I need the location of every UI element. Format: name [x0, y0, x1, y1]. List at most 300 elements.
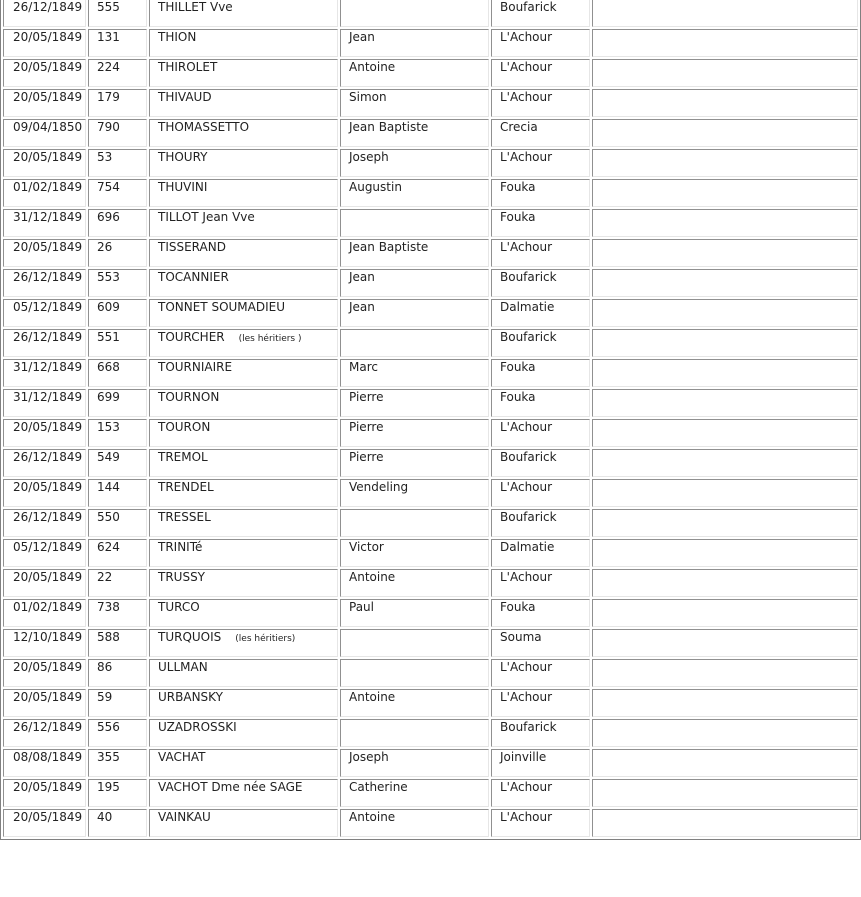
place-text: Boufarick: [500, 330, 557, 344]
table-row: [3, 149, 858, 177]
cell-num: [88, 659, 147, 687]
cell-first: [340, 599, 489, 627]
name-text: THUVINI: [158, 180, 208, 194]
cell-first: [340, 269, 489, 297]
date-text: 20/05/1849: [13, 150, 83, 164]
table-row: [3, 269, 858, 297]
cell-date: [3, 539, 86, 567]
date-text: 31/12/1849: [13, 210, 83, 224]
num-text: 754: [97, 180, 120, 194]
cell-extra: [592, 59, 858, 87]
cell-place: [491, 719, 590, 747]
cell-place: [491, 119, 590, 147]
num-text: 144: [97, 480, 120, 494]
num-text: 696: [97, 210, 120, 224]
cell-name: [149, 329, 338, 357]
cell-extra: [592, 329, 858, 357]
cell-num: [88, 209, 147, 237]
date-text: 26/12/1849: [13, 0, 83, 14]
num-text: 624: [97, 540, 120, 554]
name-text: THILLET Vve: [158, 0, 233, 14]
name-text: TRENDEL: [158, 480, 214, 494]
date-text: 20/05/1849: [13, 480, 83, 494]
cell-extra: [592, 629, 858, 657]
cell-place: [491, 419, 590, 447]
num-text: 131: [97, 30, 120, 44]
date-text: 20/05/1849: [13, 810, 83, 824]
date-text: 01/02/1849: [13, 180, 83, 194]
num-text: 668: [97, 360, 120, 374]
cell-place: [491, 329, 590, 357]
cell-first: [340, 779, 489, 807]
table-row: [3, 809, 858, 837]
num-text: 59: [97, 690, 113, 704]
cell-date: [3, 689, 86, 717]
num-text: 553: [97, 270, 120, 284]
place-text: Souma: [500, 630, 542, 644]
name-text: THIVAUD: [158, 90, 212, 104]
cell-num: [88, 239, 147, 267]
cell-name: [149, 149, 338, 177]
table-row: [3, 239, 858, 267]
table-row: [3, 179, 858, 207]
cell-name: [149, 719, 338, 747]
name-text: TOURON: [158, 420, 211, 434]
date-text: 05/12/1849: [13, 300, 83, 314]
cell-place: [491, 359, 590, 387]
name-text: THOMASSETTO: [158, 120, 250, 134]
cell-name: [149, 689, 338, 717]
num-text: 588: [97, 630, 120, 644]
place-text: Boufarick: [500, 510, 557, 524]
cell-first: [340, 389, 489, 417]
cell-name: [149, 179, 338, 207]
cell-extra: [592, 719, 858, 747]
cell-first: [340, 179, 489, 207]
cell-name: [149, 359, 338, 387]
cell-first: [340, 209, 489, 237]
first-text: Jean Baptiste: [349, 120, 429, 134]
name-text: TURCO: [158, 600, 200, 614]
cell-name: [149, 809, 338, 837]
place-text: Boufarick: [500, 0, 557, 14]
cell-first: [340, 539, 489, 567]
table-row: [3, 719, 858, 747]
first-text: Paul: [349, 600, 374, 614]
cell-num: [88, 89, 147, 117]
cell-place: [491, 749, 590, 777]
num-text: 556: [97, 720, 120, 734]
cell-place: [491, 479, 590, 507]
table-row: [3, 0, 858, 27]
cell-name: [149, 299, 338, 327]
cell-first: [340, 569, 489, 597]
cell-date: [3, 0, 86, 27]
num-text: 738: [97, 600, 120, 614]
cell-date: [3, 179, 86, 207]
cell-extra: [592, 0, 858, 27]
num-text: 790: [97, 120, 120, 134]
cell-place: [491, 269, 590, 297]
cell-date: [3, 479, 86, 507]
date-text: 26/12/1849: [13, 450, 83, 464]
date-text: 20/05/1849: [13, 660, 83, 674]
table-row: [3, 89, 858, 117]
cell-num: [88, 779, 147, 807]
cell-first: [340, 239, 489, 267]
cell-name: [149, 779, 338, 807]
num-text: 355: [97, 750, 120, 764]
cell-num: [88, 329, 147, 357]
cell-name: [149, 569, 338, 597]
place-text: L'Achour: [500, 660, 553, 674]
cell-extra: [592, 239, 858, 267]
date-text: 20/05/1849: [13, 570, 83, 584]
date-text: 05/12/1849: [13, 540, 83, 554]
date-text: 26/12/1849: [13, 510, 83, 524]
place-text: Dalmatie: [500, 300, 555, 314]
place-text: L'Achour: [500, 150, 553, 164]
num-text: 40: [97, 810, 113, 824]
table-row: [3, 779, 858, 807]
table-row: [3, 749, 858, 777]
date-text: 20/05/1849: [13, 690, 83, 704]
date-text: 20/05/1849: [13, 60, 83, 74]
cell-extra: [592, 599, 858, 627]
cell-date: [3, 599, 86, 627]
cell-first: [340, 299, 489, 327]
date-text: 01/02/1849: [13, 600, 83, 614]
name-text: TRUSSY: [158, 570, 206, 584]
name-text: TOURCHER: [158, 330, 225, 344]
cell-num: [88, 719, 147, 747]
cell-num: [88, 539, 147, 567]
num-text: 153: [97, 420, 120, 434]
table-row: [3, 659, 858, 687]
first-text: Antoine: [349, 690, 396, 704]
first-text: Joseph: [349, 750, 389, 764]
name-text: TILLOT Jean Vve: [158, 210, 255, 224]
cell-name: [149, 629, 338, 657]
cell-first: [340, 359, 489, 387]
cell-place: [491, 29, 590, 57]
cell-first: [340, 29, 489, 57]
cell-place: [491, 599, 590, 627]
cell-name: [149, 659, 338, 687]
cell-date: [3, 809, 86, 837]
cell-num: [88, 29, 147, 57]
cell-num: [88, 419, 147, 447]
cell-place: [491, 659, 590, 687]
name-text: TREMOL: [158, 450, 208, 464]
cell-name: [149, 89, 338, 117]
cell-first: [340, 479, 489, 507]
table-row: [3, 299, 858, 327]
cell-extra: [592, 749, 858, 777]
name-text: URBANSKY: [158, 690, 223, 704]
cell-name: [149, 389, 338, 417]
cell-extra: [592, 359, 858, 387]
cell-place: [491, 89, 590, 117]
cell-date: [3, 389, 86, 417]
cell-name: [149, 119, 338, 147]
table-row: [3, 119, 858, 147]
heirs-note: (les héritiers ): [238, 334, 302, 344]
cell-place: [491, 449, 590, 477]
num-text: 26: [97, 240, 113, 254]
cell-num: [88, 359, 147, 387]
cell-date: [3, 719, 86, 747]
place-text: Boufarick: [500, 720, 557, 734]
cell-date: [3, 419, 86, 447]
records-body: [3, 0, 858, 837]
table-row: [3, 29, 858, 57]
table-row: [3, 509, 858, 537]
cell-extra: [592, 689, 858, 717]
cell-num: [88, 299, 147, 327]
cell-place: [491, 569, 590, 597]
cell-first: [340, 419, 489, 447]
cell-place: [491, 389, 590, 417]
place-text: L'Achour: [500, 780, 553, 794]
cell-place: [491, 59, 590, 87]
num-text: 53: [97, 150, 113, 164]
name-text: VACHOT Dme née SAGE: [158, 780, 303, 794]
name-text: THIROLET: [158, 60, 218, 74]
table-row: [3, 389, 858, 417]
date-text: 20/05/1849: [13, 420, 83, 434]
place-text: Fouka: [500, 180, 536, 194]
cell-place: [491, 209, 590, 237]
cell-extra: [592, 449, 858, 477]
cell-num: [88, 269, 147, 297]
num-text: 179: [97, 90, 120, 104]
cell-extra: [592, 659, 858, 687]
table-row: [3, 419, 858, 447]
name-text: ULLMAN: [158, 660, 208, 674]
cell-extra: [592, 149, 858, 177]
place-text: Joinville: [500, 750, 547, 764]
num-text: 555: [97, 0, 120, 14]
cell-num: [88, 809, 147, 837]
table-row: [3, 359, 858, 387]
num-text: 86: [97, 660, 113, 674]
place-text: L'Achour: [500, 690, 553, 704]
cell-place: [491, 779, 590, 807]
num-text: 195: [97, 780, 120, 794]
name-text: TURQUOIS: [158, 630, 222, 644]
cell-num: [88, 449, 147, 477]
cell-name: [149, 59, 338, 87]
cell-num: [88, 569, 147, 597]
name-text: THOURY: [158, 150, 208, 164]
table-row: [3, 209, 858, 237]
first-text: Antoine: [349, 60, 396, 74]
place-text: Dalmatie: [500, 540, 555, 554]
cell-name: [149, 539, 338, 567]
cell-first: [340, 809, 489, 837]
table-row: [3, 59, 858, 87]
cell-extra: [592, 569, 858, 597]
table-row: [3, 599, 858, 627]
cell-name: [149, 209, 338, 237]
cell-num: [88, 0, 147, 27]
first-text: Victor: [349, 540, 384, 554]
cell-first: [340, 59, 489, 87]
cell-date: [3, 659, 86, 687]
cell-date: [3, 299, 86, 327]
cell-first: [340, 0, 489, 27]
name-text: TRESSEL: [158, 510, 211, 524]
cell-place: [491, 689, 590, 717]
cell-place: [491, 149, 590, 177]
cell-date: [3, 29, 86, 57]
cell-first: [340, 509, 489, 537]
place-text: Fouka: [500, 210, 536, 224]
cell-extra: [592, 809, 858, 837]
table-row: [3, 629, 858, 657]
cell-num: [88, 119, 147, 147]
first-text: Vendeling: [349, 480, 409, 494]
place-text: L'Achour: [500, 90, 553, 104]
cell-first: [340, 449, 489, 477]
place-text: Fouka: [500, 360, 536, 374]
cell-first: [340, 89, 489, 117]
first-text: Jean: [349, 270, 375, 284]
cell-name: [149, 509, 338, 537]
cell-extra: [592, 509, 858, 537]
first-text: Pierre: [349, 450, 384, 464]
name-text: TOCANNIER: [158, 270, 229, 284]
cell-date: [3, 119, 86, 147]
num-text: 550: [97, 510, 120, 524]
cell-date: [3, 269, 86, 297]
place-text: Boufarick: [500, 450, 557, 464]
cell-place: [491, 0, 590, 27]
cell-extra: [592, 389, 858, 417]
cell-num: [88, 509, 147, 537]
cell-date: [3, 629, 86, 657]
num-text: 224: [97, 60, 120, 74]
cell-num: [88, 599, 147, 627]
cell-num: [88, 689, 147, 717]
cell-extra: [592, 179, 858, 207]
cell-num: [88, 629, 147, 657]
cell-first: [340, 719, 489, 747]
cell-name: [149, 749, 338, 777]
cell-first: [340, 749, 489, 777]
cell-date: [3, 509, 86, 537]
table-row: [3, 329, 858, 357]
cell-extra: [592, 779, 858, 807]
place-text: L'Achour: [500, 60, 553, 74]
cell-name: [149, 449, 338, 477]
name-text: UZADROSSKI: [158, 720, 237, 734]
date-text: 26/12/1849: [13, 330, 83, 344]
first-text: Joseph: [349, 150, 389, 164]
name-text: TONNET SOUMADIEU: [158, 300, 286, 314]
date-text: 31/12/1849: [13, 360, 83, 374]
heirs-note: (les héritiers): [235, 634, 296, 644]
first-text: Pierre: [349, 390, 384, 404]
num-text: 699: [97, 390, 120, 404]
cell-date: [3, 239, 86, 267]
cell-place: [491, 509, 590, 537]
cell-extra: [592, 29, 858, 57]
cell-date: [3, 779, 86, 807]
first-text: Simon: [349, 90, 387, 104]
cell-name: [149, 479, 338, 507]
cell-date: [3, 329, 86, 357]
cell-place: [491, 179, 590, 207]
first-text: Jean Baptiste: [349, 240, 429, 254]
cell-date: [3, 569, 86, 597]
cell-date: [3, 149, 86, 177]
num-text: 551: [97, 330, 120, 344]
date-text: 20/05/1849: [13, 30, 83, 44]
table-row: [3, 479, 858, 507]
cell-extra: [592, 479, 858, 507]
cell-first: [340, 689, 489, 717]
num-text: 22: [97, 570, 113, 584]
first-text: Augustin: [349, 180, 402, 194]
cell-extra: [592, 299, 858, 327]
first-text: Pierre: [349, 420, 384, 434]
cell-first: [340, 329, 489, 357]
cell-extra: [592, 539, 858, 567]
cell-num: [88, 389, 147, 417]
cell-name: [149, 419, 338, 447]
name-text: TRINITé: [158, 540, 203, 554]
cell-extra: [592, 269, 858, 297]
cell-name: [149, 29, 338, 57]
cell-num: [88, 59, 147, 87]
cell-place: [491, 299, 590, 327]
first-text: Antoine: [349, 570, 396, 584]
date-text: 08/08/1849: [13, 750, 83, 764]
num-text: 609: [97, 300, 120, 314]
cell-extra: [592, 119, 858, 147]
first-text: Jean: [349, 300, 375, 314]
place-text: L'Achour: [500, 810, 553, 824]
date-text: 26/12/1849: [13, 270, 83, 284]
first-text: Antoine: [349, 810, 396, 824]
place-text: L'Achour: [500, 420, 553, 434]
place-text: L'Achour: [500, 480, 553, 494]
table-row: [3, 569, 858, 597]
cell-name: [149, 0, 338, 27]
place-text: Fouka: [500, 390, 536, 404]
name-text: VAINKAU: [158, 810, 211, 824]
name-text: TOURNIAIRE: [158, 360, 233, 374]
name-text: THION: [158, 30, 197, 44]
date-text: 20/05/1849: [13, 90, 83, 104]
cell-place: [491, 539, 590, 567]
cell-extra: [592, 89, 858, 117]
table-row: [3, 689, 858, 717]
place-text: L'Achour: [500, 30, 553, 44]
date-text: 31/12/1849: [13, 390, 83, 404]
num-text: 549: [97, 450, 120, 464]
place-text: L'Achour: [500, 570, 553, 584]
first-text: Jean: [349, 30, 375, 44]
cell-date: [3, 209, 86, 237]
first-text: Marc: [349, 360, 378, 374]
cell-first: [340, 149, 489, 177]
cell-num: [88, 179, 147, 207]
date-text: 20/05/1849: [13, 780, 83, 794]
date-text: 20/05/1849: [13, 240, 83, 254]
